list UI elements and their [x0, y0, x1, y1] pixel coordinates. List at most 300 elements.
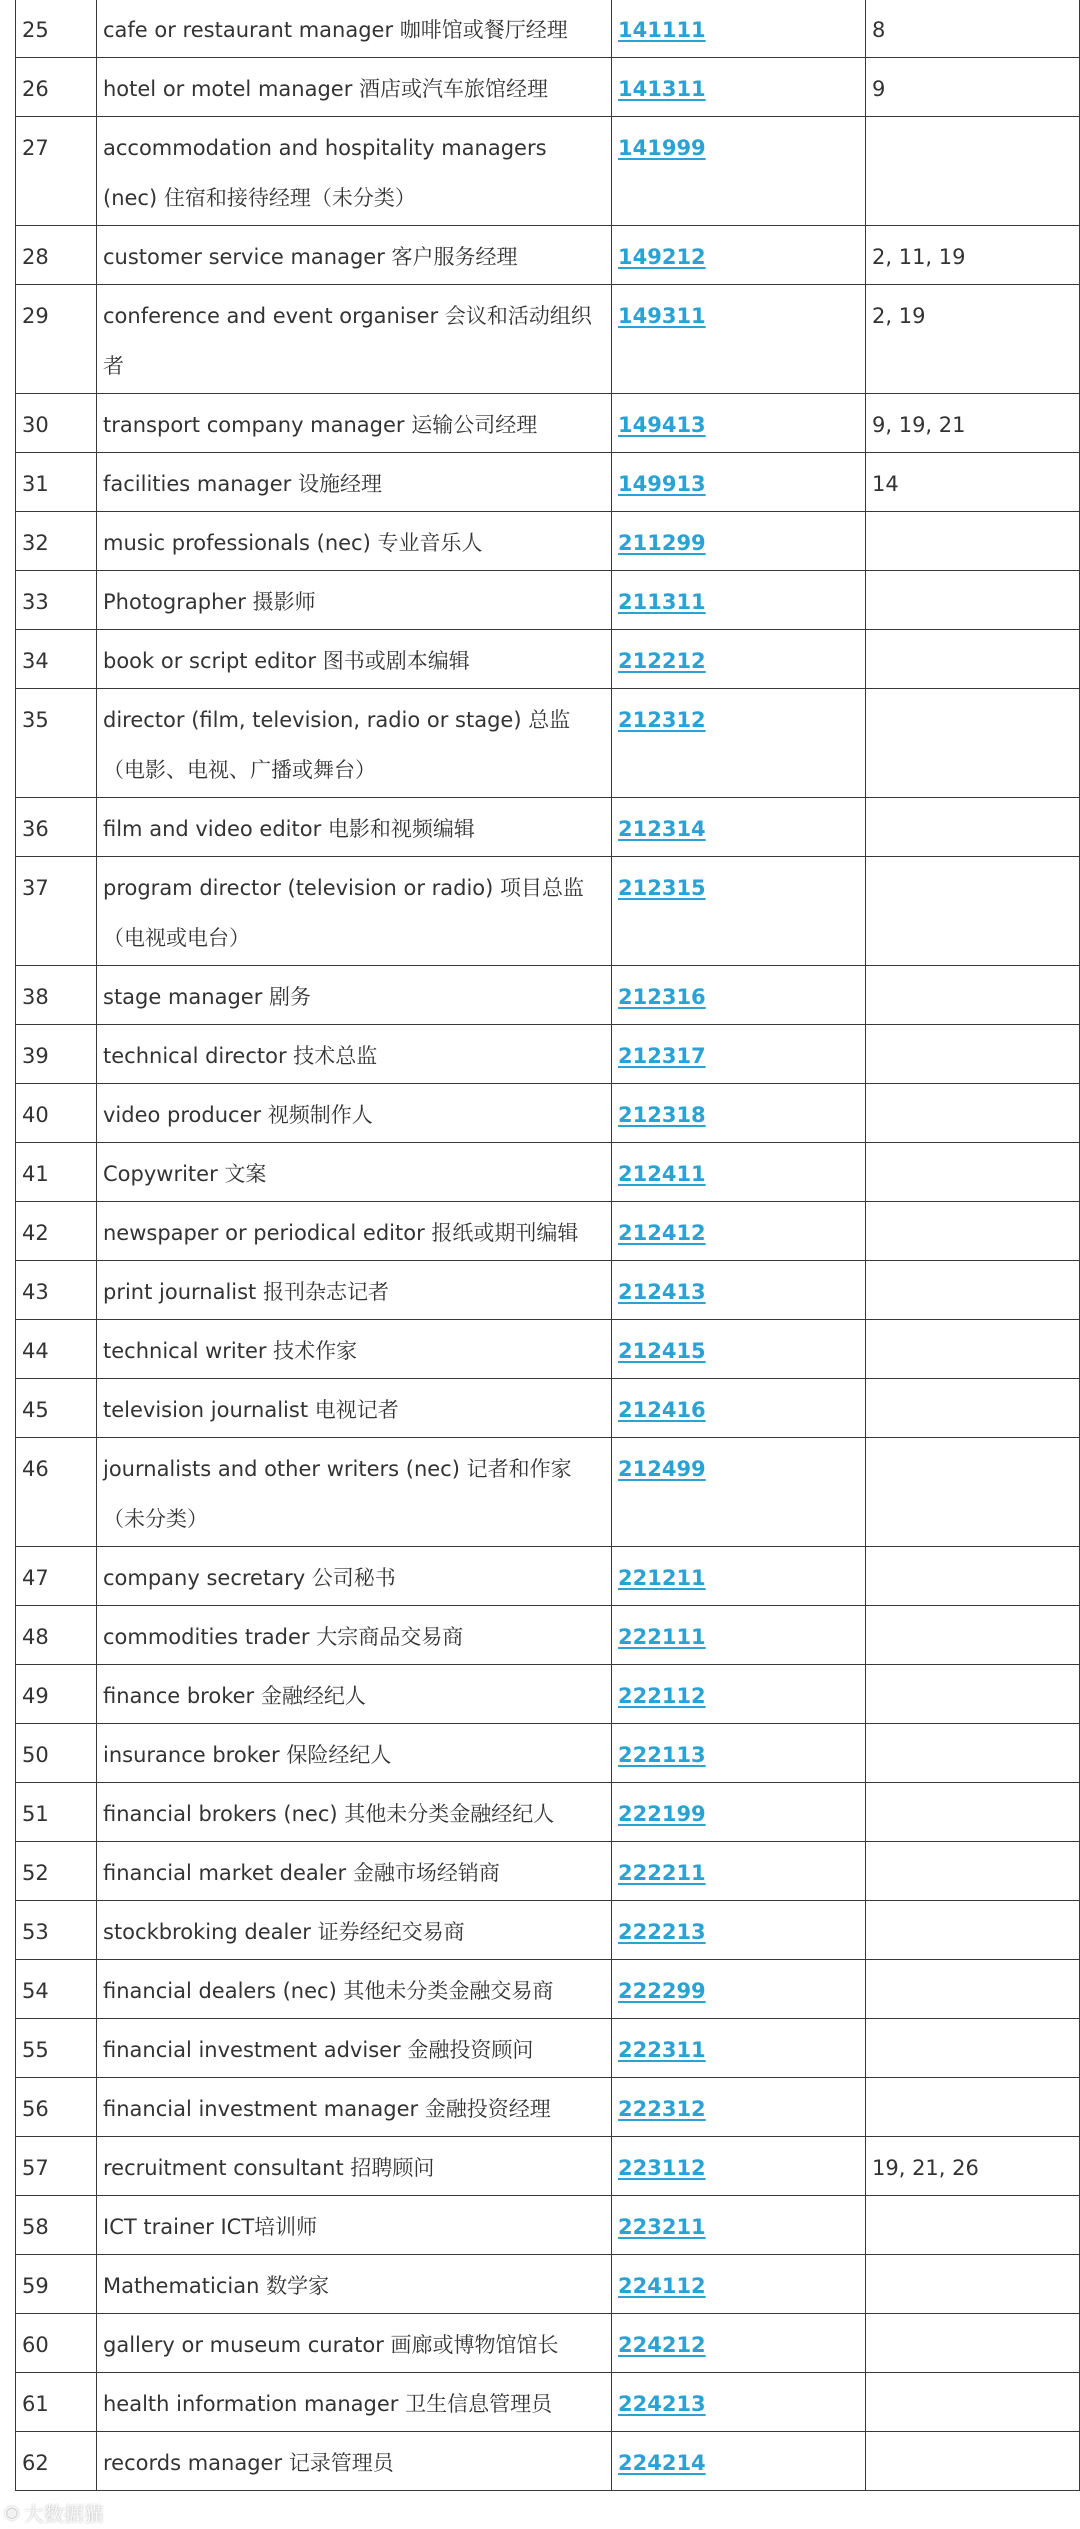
row-notes: 9 [872, 77, 886, 101]
row-notes-cell [866, 2255, 1080, 2314]
row-notes: 14 [872, 472, 899, 496]
anzsco-code-link[interactable]: 149212 [618, 245, 706, 269]
occupation-name-cell [97, 1665, 612, 1724]
row-notes-cell [866, 58, 1080, 117]
anzsco-code-link-cell[interactable] [612, 689, 866, 798]
occupation-name-cell [97, 453, 612, 512]
table-row [16, 285, 1080, 394]
row-notes-cell [866, 117, 1080, 226]
row-number-cell [16, 1202, 97, 1261]
row-number-cell [16, 512, 97, 571]
row-number: 43 [22, 1280, 49, 1304]
table-row [16, 226, 1080, 285]
table-row [16, 571, 1080, 630]
occupation-name-cell [97, 1084, 612, 1143]
table-row [16, 1379, 1080, 1438]
table-row [16, 394, 1080, 453]
row-number-cell [16, 2255, 97, 2314]
anzsco-code-link[interactable]: 221211 [618, 1566, 706, 1590]
anzsco-code-link[interactable]: 141999 [618, 136, 706, 160]
anzsco-code-link-cell[interactable] [612, 2137, 866, 2196]
occupation-name: commodities trader 大宗商品交易商 [103, 1625, 464, 1649]
anzsco-code-link[interactable]: 212317 [618, 1044, 706, 1068]
anzsco-code-link[interactable]: 224112 [618, 2274, 706, 2298]
anzsco-code-link-cell[interactable] [612, 630, 866, 689]
row-number-cell [16, 2019, 97, 2078]
occupation-name-cell [97, 1320, 612, 1379]
anzsco-code-link[interactable]: 223211 [618, 2215, 706, 2239]
row-number-cell [16, 58, 97, 117]
occupation-name: ICT trainer ICT培训师 [103, 2215, 318, 2239]
occupation-name-cell [97, 630, 612, 689]
anzsco-code-link[interactable]: 212315 [618, 876, 706, 900]
row-notes-cell [866, 2314, 1080, 2373]
occupation-name-cell [97, 1202, 612, 1261]
row-number-cell [16, 1084, 97, 1143]
table-row [16, 1665, 1080, 1724]
row-number-cell [16, 1724, 97, 1783]
row-notes-cell [866, 2373, 1080, 2432]
occupation-name: financial dealers (nec) 其他未分类金融交易商 [103, 1979, 554, 2003]
anzsco-code-link[interactable]: 222211 [618, 1861, 706, 1885]
occupation-name-cell [97, 1025, 612, 1084]
watermark [4, 2498, 104, 2527]
row-number: 39 [22, 1044, 49, 1068]
occupation-name-cell [97, 1606, 612, 1665]
row-number: 50 [22, 1743, 49, 1767]
occupation-name-cell [97, 2373, 612, 2432]
table-row [16, 117, 1080, 226]
anzsco-code-link-cell[interactable] [612, 58, 866, 117]
occupation-name: financial market dealer 金融市场经销商 [103, 1861, 500, 1885]
anzsco-code-link-cell[interactable] [612, 1320, 866, 1379]
anzsco-code-link-cell[interactable] [612, 2078, 866, 2137]
table-row [16, 58, 1080, 117]
row-notes-cell [866, 1724, 1080, 1783]
row-number-cell [16, 1547, 97, 1606]
occupation-name-cell [97, 689, 612, 798]
occupation-table [15, 0, 1080, 2491]
table-row [16, 1901, 1080, 1960]
anzsco-code-link[interactable]: 212412 [618, 1221, 706, 1245]
occupation-name-cell [97, 2137, 612, 2196]
anzsco-code-link[interactable]: 222111 [618, 1625, 706, 1649]
row-number: 34 [22, 649, 49, 673]
occupation-name: accommodation and hospitality managers (nec) 住宿和接待经理（未分类） [103, 136, 547, 210]
occupation-name: company secretary 公司秘书 [103, 1566, 396, 1590]
occupation-name-cell [97, 2078, 612, 2137]
anzsco-code-link[interactable]: 212212 [618, 649, 706, 673]
row-notes-cell [866, 394, 1080, 453]
anzsco-code-link-cell[interactable] [612, 2373, 866, 2432]
row-number: 30 [22, 413, 49, 437]
anzsco-code-link-cell[interactable] [612, 2255, 866, 2314]
anzsco-code-link[interactable]: 222311 [618, 2038, 706, 2062]
occupation-name-cell [97, 58, 612, 117]
row-number-cell [16, 1379, 97, 1438]
row-number: 32 [22, 531, 49, 555]
occupation-name-cell [97, 1379, 612, 1438]
anzsco-code-link[interactable]: 222199 [618, 1802, 706, 1826]
row-number: 40 [22, 1103, 49, 1127]
occupation-name-cell [97, 1547, 612, 1606]
anzsco-code-link[interactable]: 212316 [618, 985, 706, 1009]
anzsco-code-link-cell[interactable] [612, 1606, 866, 1665]
row-number-cell [16, 1960, 97, 2019]
row-number-cell [16, 2196, 97, 2255]
anzsco-code-link[interactable]: 212312 [618, 708, 706, 732]
row-number: 47 [22, 1566, 49, 1590]
occupation-name-cell [97, 2432, 612, 2491]
row-number: 38 [22, 985, 49, 1009]
occupation-name-cell [97, 2255, 612, 2314]
occupation-name-cell [97, 2314, 612, 2373]
table-row [16, 2432, 1080, 2491]
table-row [16, 1960, 1080, 2019]
row-notes-cell [866, 1960, 1080, 2019]
row-notes: 8 [872, 18, 886, 42]
row-notes-cell [866, 1901, 1080, 1960]
anzsco-code-link-cell[interactable] [612, 0, 866, 58]
anzsco-code-link-cell[interactable] [612, 1143, 866, 1202]
anzsco-code-link-cell[interactable] [612, 1379, 866, 1438]
row-number-cell [16, 571, 97, 630]
anzsco-code-link[interactable]: 224212 [618, 2333, 706, 2357]
occupation-name-cell [97, 1438, 612, 1547]
anzsco-code-link-cell[interactable] [612, 966, 866, 1025]
occupation-name: insurance broker 保险经纪人 [103, 1743, 392, 1767]
row-number-cell [16, 1901, 97, 1960]
occupation-name: video producer 视频制作人 [103, 1103, 373, 1127]
row-number: 62 [22, 2451, 49, 2475]
occupation-name: newspaper or periodical editor 报纸或期刊编辑 [103, 1221, 579, 1245]
table-row [16, 798, 1080, 857]
anzsco-code-link[interactable]: 212318 [618, 1103, 706, 1127]
row-number-cell [16, 1842, 97, 1901]
anzsco-code-link[interactable]: 222113 [618, 1743, 706, 1767]
row-number: 33 [22, 590, 49, 614]
row-number: 55 [22, 2038, 49, 2062]
row-number-cell [16, 453, 97, 512]
row-number: 29 [22, 304, 49, 328]
row-number-cell [16, 226, 97, 285]
row-notes-cell [866, 1547, 1080, 1606]
anzsco-code-link-cell[interactable] [612, 1438, 866, 1547]
row-number: 48 [22, 1625, 49, 1649]
row-number: 25 [22, 18, 49, 42]
row-notes-cell [866, 453, 1080, 512]
anzsco-code-link-cell[interactable] [612, 226, 866, 285]
occupation-name: financial investment manager 金融投资经理 [103, 2097, 551, 2121]
row-number: 57 [22, 2156, 49, 2180]
occupation-name-cell [97, 1261, 612, 1320]
occupation-name: recruitment consultant 招聘顾问 [103, 2156, 435, 2180]
row-notes-cell [866, 2137, 1080, 2196]
anzsco-code-link[interactable]: 224214 [618, 2451, 706, 2475]
occupation-name: records manager 记录管理员 [103, 2451, 394, 2475]
table-row [16, 2255, 1080, 2314]
row-number: 36 [22, 817, 49, 841]
table-row [16, 2078, 1080, 2137]
row-notes-cell [866, 2432, 1080, 2491]
row-number: 31 [22, 472, 49, 496]
occupation-name: technical director 技术总监 [103, 1044, 378, 1068]
anzsco-code-link[interactable]: 141111 [618, 18, 706, 42]
anzsco-code-link[interactable]: 212413 [618, 1280, 706, 1304]
table-row [16, 1724, 1080, 1783]
occupation-name-cell [97, 571, 612, 630]
occupation-name-cell [97, 1901, 612, 1960]
row-number: 60 [22, 2333, 49, 2357]
occupation-name-cell [97, 2019, 612, 2078]
table-row [16, 1143, 1080, 1202]
occupation-name-cell [97, 117, 612, 226]
occupation-name: Copywriter 文案 [103, 1162, 267, 1186]
row-notes: 19, 21, 26 [872, 2156, 979, 2180]
row-number-cell [16, 966, 97, 1025]
anzsco-code-link[interactable]: 222312 [618, 2097, 706, 2121]
table-row [16, 2196, 1080, 2255]
row-notes-cell [866, 285, 1080, 394]
row-number-cell [16, 630, 97, 689]
anzsco-code-link[interactable]: 141311 [618, 77, 706, 101]
anzsco-code-link-cell[interactable] [612, 2432, 866, 2491]
anzsco-code-link[interactable]: 212499 [618, 1457, 706, 1481]
occupation-name: financial investment adviser 金融投资顾问 [103, 2038, 534, 2062]
row-number-cell [16, 2314, 97, 2373]
anzsco-code-link[interactable]: 212411 [618, 1162, 706, 1186]
row-number-cell [16, 689, 97, 798]
anzsco-code-link-cell[interactable] [612, 1783, 866, 1842]
row-number: 37 [22, 876, 49, 900]
occupation-name: book or script editor 图书或剧本编辑 [103, 649, 470, 673]
anzsco-code-link[interactable]: 149413 [618, 413, 706, 437]
occupation-name: Mathematician 数学家 [103, 2274, 330, 2298]
occupation-name-cell [97, 1724, 612, 1783]
occupation-name: customer service manager 客户服务经理 [103, 245, 518, 269]
anzsco-code-link[interactable]: 212416 [618, 1398, 706, 1422]
row-number-cell [16, 2137, 97, 2196]
table-row [16, 1025, 1080, 1084]
row-number-cell [16, 1143, 97, 1202]
row-notes-cell [866, 2196, 1080, 2255]
row-number: 61 [22, 2392, 49, 2416]
occupation-name-cell [97, 1960, 612, 2019]
row-notes-cell [866, 2078, 1080, 2137]
occupation-name-cell [97, 285, 612, 394]
occupation-name-cell [97, 966, 612, 1025]
occupation-name: finance broker 金融经纪人 [103, 1684, 366, 1708]
row-number: 58 [22, 2215, 49, 2239]
table-row [16, 1202, 1080, 1261]
anzsco-code-link-cell[interactable] [612, 1025, 866, 1084]
row-notes-cell [866, 1143, 1080, 1202]
row-notes-cell [866, 1320, 1080, 1379]
row-number-cell [16, 1320, 97, 1379]
row-number-cell [16, 1606, 97, 1665]
row-number-cell [16, 2373, 97, 2432]
row-number-cell [16, 117, 97, 226]
row-notes-cell [866, 630, 1080, 689]
row-notes-cell [866, 966, 1080, 1025]
anzsco-code-link-cell[interactable] [612, 394, 866, 453]
row-number-cell [16, 0, 97, 58]
row-notes-cell [866, 2019, 1080, 2078]
table-row [16, 1261, 1080, 1320]
anzsco-code-link[interactable]: 212415 [618, 1339, 706, 1363]
anzsco-code-link-cell[interactable] [612, 453, 866, 512]
occupation-name: program director (television or radio) 项目总监（电视或电台） [103, 876, 585, 950]
row-number: 53 [22, 1920, 49, 1944]
row-number: 59 [22, 2274, 49, 2298]
occupation-name: transport company manager 运输公司经理 [103, 413, 538, 437]
occupation-name: financial brokers (nec) 其他未分类金融经纪人 [103, 1802, 555, 1826]
row-number: 56 [22, 2097, 49, 2121]
row-notes-cell [866, 1606, 1080, 1665]
occupation-name-cell [97, 394, 612, 453]
occupation-name: director (film, television, radio or stage) 总监（电影、电视、广播或舞台） [103, 708, 571, 782]
anzsco-code-link-cell[interactable] [612, 1960, 866, 2019]
anzsco-code-link-cell[interactable] [612, 857, 866, 966]
anzsco-code-link[interactable]: 211311 [618, 590, 706, 614]
row-notes-cell [866, 1783, 1080, 1842]
table-row [16, 2137, 1080, 2196]
anzsco-code-link-cell[interactable] [612, 2019, 866, 2078]
table-row [16, 689, 1080, 798]
occupation-name: facilities manager 设施经理 [103, 472, 382, 496]
table-row [16, 966, 1080, 1025]
row-notes-cell [866, 226, 1080, 285]
anzsco-code-link-cell[interactable] [612, 285, 866, 394]
row-number-cell [16, 1783, 97, 1842]
row-notes: 2, 11, 19 [872, 245, 966, 269]
row-number-cell [16, 1025, 97, 1084]
row-number-cell [16, 1261, 97, 1320]
occupation-name-cell [97, 0, 612, 58]
table-row [16, 2314, 1080, 2373]
occupation-name: health information manager 卫生信息管理员 [103, 2392, 553, 2416]
anzsco-code-link-cell[interactable] [612, 1202, 866, 1261]
row-number: 52 [22, 1861, 49, 1885]
anzsco-code-link[interactable]: 212314 [618, 817, 706, 841]
anzsco-code-link-cell[interactable] [612, 1665, 866, 1724]
occupation-name: television journalist 电视记者 [103, 1398, 399, 1422]
row-number: 42 [22, 1221, 49, 1245]
table-row [16, 1547, 1080, 1606]
row-number-cell [16, 1665, 97, 1724]
row-notes-cell [866, 689, 1080, 798]
occupation-name: Photographer 摄影师 [103, 590, 316, 614]
anzsco-code-link-cell[interactable] [612, 512, 866, 571]
anzsco-code-link-cell[interactable] [612, 117, 866, 226]
row-number: 44 [22, 1339, 49, 1363]
anzsco-code-link-cell[interactable] [612, 571, 866, 630]
occupation-name-cell [97, 1842, 612, 1901]
anzsco-code-link-cell[interactable] [612, 1084, 866, 1143]
anzsco-code-link-cell[interactable] [612, 798, 866, 857]
row-number-cell [16, 1438, 97, 1547]
table-row [16, 1084, 1080, 1143]
row-number: 54 [22, 1979, 49, 2003]
watermark-text: 大数据猫 [23, 2502, 104, 2526]
table-row [16, 1320, 1080, 1379]
row-number-cell [16, 2078, 97, 2137]
row-notes-cell [866, 1084, 1080, 1143]
anzsco-code-link[interactable]: 223112 [618, 2156, 706, 2180]
anzsco-code-link-cell[interactable] [612, 1261, 866, 1320]
row-notes-cell [866, 1842, 1080, 1901]
anzsco-code-link-cell[interactable] [612, 2196, 866, 2255]
occupation-name: gallery or museum curator 画廊或博物馆馆长 [103, 2333, 559, 2357]
table-row [16, 2019, 1080, 2078]
row-number-cell [16, 285, 97, 394]
anzsco-code-link-cell[interactable] [612, 1547, 866, 1606]
occupation-name: music professionals (nec) 专业音乐人 [103, 531, 483, 555]
table-row [16, 2373, 1080, 2432]
anzsco-code-link[interactable]: 149913 [618, 472, 706, 496]
occupation-name-cell [97, 2196, 612, 2255]
row-notes-cell [866, 798, 1080, 857]
occupation-name-cell [97, 1783, 612, 1842]
occupation-name-cell [97, 798, 612, 857]
row-number: 26 [22, 77, 49, 101]
anzsco-code-link[interactable]: 149311 [618, 304, 706, 328]
anzsco-code-link[interactable]: 211299 [618, 531, 706, 555]
row-number-cell [16, 798, 97, 857]
occupation-name-cell [97, 1143, 612, 1202]
row-number: 35 [22, 708, 49, 732]
table-row [16, 453, 1080, 512]
row-notes-cell [866, 1665, 1080, 1724]
row-number: 49 [22, 1684, 49, 1708]
anzsco-code-link-cell[interactable] [612, 1724, 866, 1783]
table-row [16, 1606, 1080, 1665]
row-notes-cell [866, 571, 1080, 630]
table-row [16, 857, 1080, 966]
anzsco-code-link[interactable]: 222213 [618, 1920, 706, 1944]
weibo-icon: ◉ [4, 2502, 20, 2523]
anzsco-code-link-cell[interactable] [612, 1842, 866, 1901]
row-notes-cell [866, 1025, 1080, 1084]
table-row [16, 1438, 1080, 1547]
occupation-name-cell [97, 226, 612, 285]
occupation-name: technical writer 技术作家 [103, 1339, 358, 1363]
occupation-name: journalists and other writers (nec) 记者和作家（未分类） [103, 1457, 572, 1531]
row-number: 27 [22, 136, 49, 160]
row-number-cell [16, 857, 97, 966]
row-number-cell [16, 394, 97, 453]
occupation-name: stage manager 剧务 [103, 985, 312, 1009]
anzsco-code-link[interactable]: 222299 [618, 1979, 706, 2003]
row-notes-cell [866, 1438, 1080, 1547]
anzsco-code-link[interactable]: 222112 [618, 1684, 706, 1708]
table-row [16, 630, 1080, 689]
table-row [16, 0, 1080, 58]
row-number: 46 [22, 1457, 49, 1481]
row-notes-cell [866, 1202, 1080, 1261]
anzsco-code-link-cell[interactable] [612, 2314, 866, 2373]
occupation-name: hotel or motel manager 酒店或汽车旅馆经理 [103, 77, 549, 101]
row-notes: 2, 19 [872, 304, 926, 328]
anzsco-code-link-cell[interactable] [612, 1901, 866, 1960]
row-notes-cell [866, 857, 1080, 966]
occupation-name-cell [97, 512, 612, 571]
anzsco-code-link[interactable]: 224213 [618, 2392, 706, 2416]
row-number: 28 [22, 245, 49, 269]
occupation-name: stockbroking dealer 证券经纪交易商 [103, 1920, 465, 1944]
row-number: 51 [22, 1802, 49, 1826]
occupation-name: conference and event organiser 会议和活动组织者 [103, 304, 592, 378]
